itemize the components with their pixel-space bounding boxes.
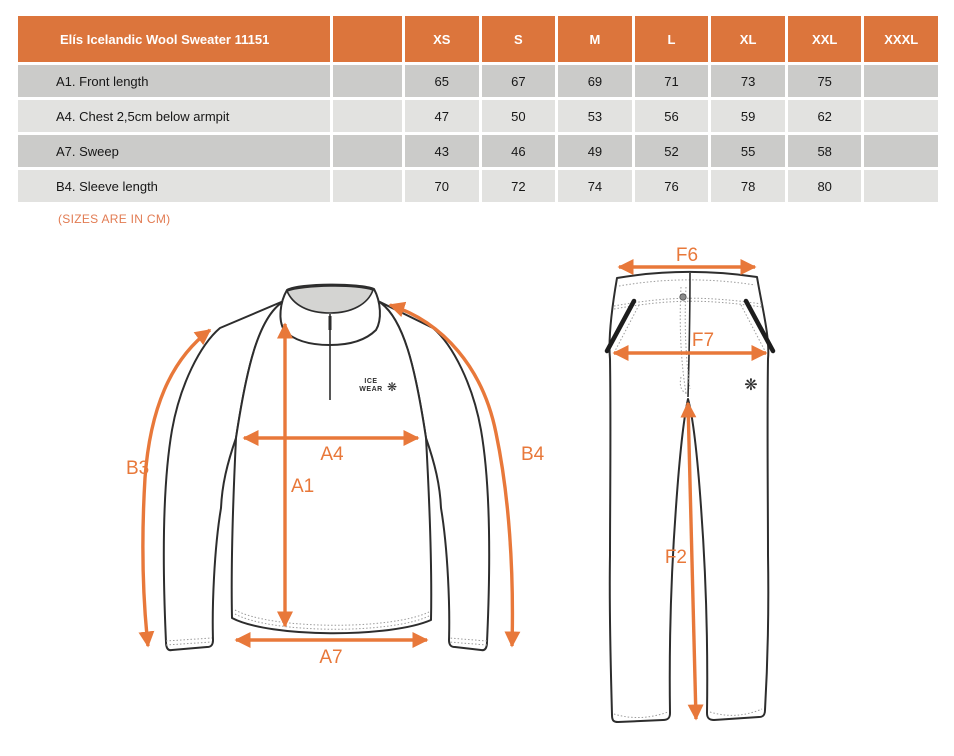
label-f7: F7	[691, 330, 715, 351]
column-header-xxl: XXL	[788, 16, 862, 62]
row-spacer-cell	[333, 100, 402, 132]
row-spacer-cell	[333, 170, 402, 202]
cell-value	[864, 170, 938, 202]
cell-value: 78	[711, 170, 785, 202]
label-f2: F2	[664, 547, 687, 568]
arrow-f2	[688, 403, 696, 719]
cell-value: 56	[635, 100, 709, 132]
cell-value: 43	[405, 135, 479, 167]
label-f6: F6	[675, 245, 699, 266]
sweater-diagram	[100, 250, 560, 750]
cell-value: 67	[482, 65, 556, 97]
brand-logo-line1: ICE	[364, 378, 378, 385]
label-b4: B4	[521, 444, 545, 465]
cell-value: 69	[558, 65, 632, 97]
label-a1: A1	[291, 476, 315, 497]
row-label: A7. Sweep	[18, 135, 330, 167]
cell-value: 50	[482, 100, 556, 132]
table-row-sweep	[18, 135, 938, 167]
cell-value: 72	[482, 170, 556, 202]
table-header-row	[18, 16, 938, 62]
cell-value: 70	[405, 170, 479, 202]
cell-value	[864, 65, 938, 97]
row-label: A1. Front length	[18, 65, 330, 97]
header-spacer-cell	[333, 16, 402, 62]
cell-value: 59	[711, 100, 785, 132]
pants-diagram	[590, 245, 790, 756]
column-header-l: L	[635, 16, 709, 62]
cell-value: 46	[482, 135, 556, 167]
cell-value: 75	[788, 65, 862, 97]
product-title: Elís Icelandic Wool Sweater 11151	[18, 16, 330, 62]
cell-value: 74	[558, 170, 632, 202]
cell-value: 71	[635, 65, 709, 97]
cell-value	[864, 135, 938, 167]
snowflake-icon: ❋	[744, 377, 758, 394]
cell-value: 55	[711, 135, 785, 167]
cell-value: 65	[405, 65, 479, 97]
sweater-body	[232, 300, 432, 633]
column-header-xl: XL	[711, 16, 785, 62]
cell-value: 62	[788, 100, 862, 132]
cell-value: 53	[558, 100, 632, 132]
label-b3: B3	[126, 458, 150, 479]
table-row-front-length	[18, 65, 938, 97]
waist-button	[680, 294, 686, 300]
row-spacer-cell	[333, 65, 402, 97]
cell-value: 49	[558, 135, 632, 167]
sizes-unit-note: (SIZES ARE IN CM)	[58, 212, 171, 226]
column-header-s: S	[482, 16, 556, 62]
cell-value	[864, 100, 938, 132]
row-label: A4. Chest 2,5cm below armpit	[18, 100, 330, 132]
label-a7: A7	[319, 647, 343, 668]
table-row-chest	[18, 100, 938, 132]
table-row-sleeve-length	[18, 170, 938, 202]
brand-logo-line2: WEAR	[359, 386, 383, 393]
cell-value: 80	[788, 170, 862, 202]
cell-value: 73	[711, 65, 785, 97]
snowflake-icon: ❋	[386, 380, 398, 394]
cell-value: 47	[405, 100, 479, 132]
column-header-xxxl: XXXL	[864, 16, 938, 62]
row-spacer-cell	[333, 135, 402, 167]
cell-value: 52	[635, 135, 709, 167]
size-table	[18, 16, 938, 205]
cell-value: 76	[635, 170, 709, 202]
column-header-xs: XS	[405, 16, 479, 62]
column-header-m: M	[558, 16, 632, 62]
label-a4: A4	[320, 444, 344, 465]
cell-value: 58	[788, 135, 862, 167]
row-label: B4. Sleeve length	[18, 170, 330, 202]
